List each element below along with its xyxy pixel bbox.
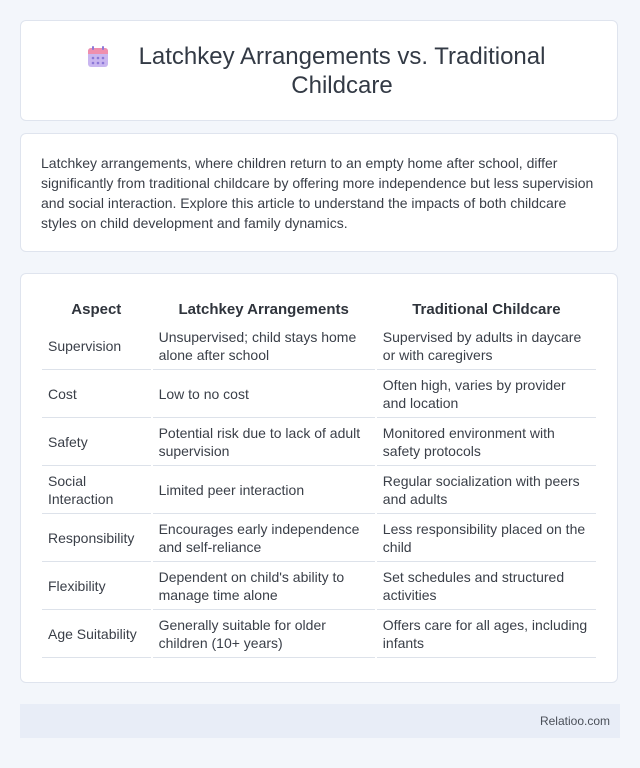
table-row	[42, 322, 596, 370]
title-card	[20, 20, 618, 121]
row-latchkey: Limited peer interaction	[153, 466, 375, 514]
row-traditional: Often high, varies by provider and location	[377, 370, 596, 418]
table-header-row	[42, 294, 596, 322]
comparison-card	[20, 273, 618, 683]
row-aspect: Responsibility	[42, 514, 151, 562]
row-traditional: Regular socialization with peers and adults	[377, 466, 596, 514]
table-row	[42, 562, 596, 610]
footer-brand[interactable]: Relatioo.com	[539, 714, 610, 728]
table-row	[42, 514, 596, 562]
row-latchkey: Encourages early independence and self-reliance	[153, 514, 375, 562]
row-traditional: Set schedules and structured activities	[377, 562, 596, 610]
title-row	[86, 42, 552, 100]
row-latchkey: Potential risk due to lack of adult supervision	[153, 418, 375, 466]
row-traditional: Less responsibility placed on the child	[377, 514, 596, 562]
row-traditional: Supervised by adults in daycare or with caregivers	[377, 322, 596, 370]
row-aspect: Age Suitability	[42, 610, 151, 658]
header-aspect: Aspect	[71, 300, 122, 318]
footer-bar	[20, 704, 620, 738]
intro-paragraph: Latchkey arrangements, where children return to an empty home after school, differ significantly from traditional childcare by offering more independence but less supervision and social interaction. Explore this article to understand the impacts of both childcare styles on child development and family dynamics.	[41, 155, 594, 231]
row-aspect: Flexibility	[42, 562, 151, 610]
row-latchkey: Unsupervised; child stays home alone after school	[153, 322, 375, 370]
row-latchkey: Generally suitable for older children (10+ years)	[153, 610, 375, 658]
row-latchkey: Dependent on child's ability to manage time alone	[153, 562, 375, 610]
table-row	[42, 418, 596, 466]
comparison-table	[40, 294, 598, 658]
row-aspect: Cost	[42, 370, 151, 418]
page-title: Latchkey Arrangements vs. Traditional Childcare	[138, 42, 546, 99]
row-latchkey: Low to no cost	[153, 370, 375, 418]
row-traditional: Offers care for all ages, including infants	[377, 610, 596, 658]
row-aspect: Social Interaction	[42, 466, 151, 514]
intro-card	[20, 133, 618, 252]
header-latchkey: Latchkey Arrangements	[178, 300, 349, 318]
table-row	[42, 370, 596, 418]
header-traditional: Traditional Childcare	[412, 300, 561, 318]
table-row	[42, 466, 596, 514]
row-aspect: Supervision	[42, 322, 151, 370]
calendar-icon	[86, 45, 110, 69]
row-aspect: Safety	[42, 418, 151, 466]
table-row	[42, 610, 596, 658]
row-traditional: Monitored environment with safety protocols	[377, 418, 596, 466]
